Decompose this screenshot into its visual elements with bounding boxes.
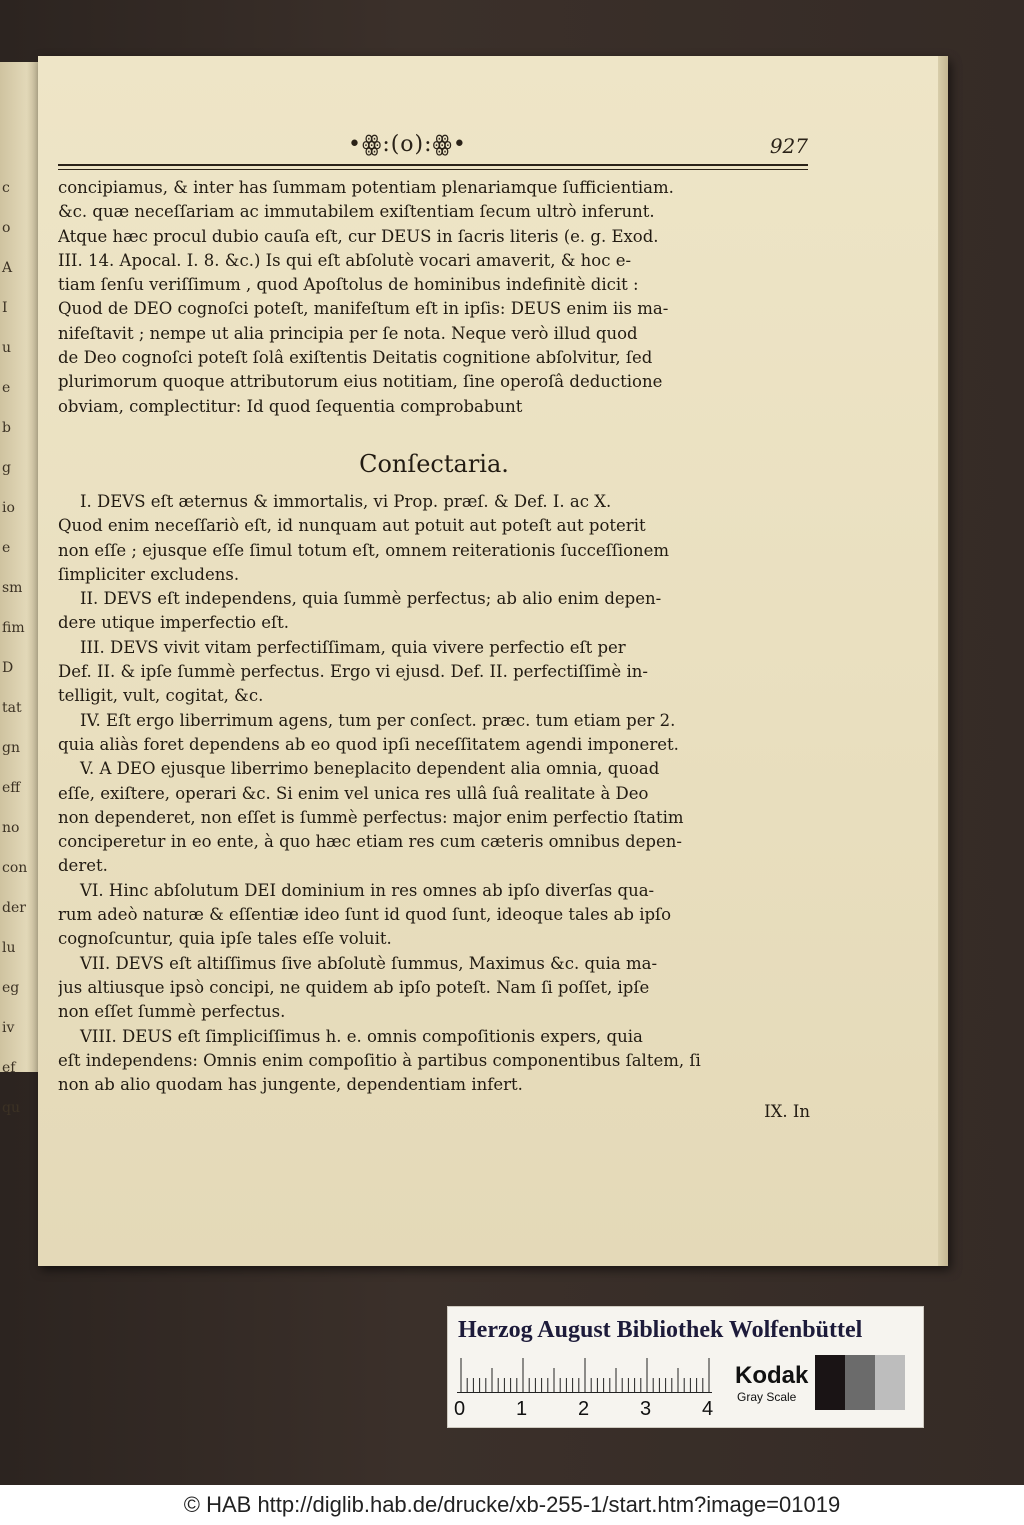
text-line: Atque hæc procul dubio cauſa eſt, cur DEUS in ſacris literis (e. g. Exod. — [58, 226, 659, 246]
text-line: quia aliàs foret dependens ab eo quod ipſi neceſſitatem agendi imponeret. — [58, 734, 679, 754]
text-line: II. DEVS eſt independens, quia ſummè perfectus; ab alio enim depen- — [80, 589, 662, 609]
text-line: I. DEVS eſt æternus & immortalis, vi Prop. præſ. & Def. I. ac X. — [80, 492, 612, 511]
text-line: eſſe, exiſtere, operari &c. Si enim vel unica res ullâ ſuâ realitate à Deo — [58, 783, 649, 803]
header-ornament: •ꙮ:(o):ꙮ• — [348, 132, 467, 157]
margin-fragment: der — [2, 900, 26, 916]
margin-fragment: no — [2, 820, 20, 836]
text-line: VI. Hinc abſolutum DEI dominium in res omnes ab ipſo diverſas qua- — [80, 880, 655, 900]
margin-fragment: D — [2, 660, 14, 676]
text-line: III. 14. Apocal. I. 8. &c.) Is qui eſt abſolutè vocari amaverit, & hoc e- — [58, 250, 632, 270]
text-line: III. DEVS vivit vitam perfectiſſimam, quia vivere perfectio eſt per — [80, 637, 626, 657]
text-line: &c. quæ neceſſariam ac immutabilem exiſtentiam ſecum ultrò inferunt. — [58, 202, 655, 222]
page-header — [58, 132, 808, 166]
text-line: Quod de DEO cognoſci poteſt, manifeſtum eſt in ipſis: DEUS enim iis ma- — [58, 299, 669, 319]
intro-paragraph — [58, 176, 810, 419]
text-line: cognoſcuntur, quia ipſe tales eſſe voluit. — [58, 929, 392, 949]
scale-number: 3 — [640, 1398, 652, 1420]
text-line: VIII. DEUS eſt ſimpliciſſimus h. e. omnis compoſitionis expers, quia — [80, 1026, 643, 1046]
scale-number: 0 — [454, 1398, 466, 1420]
margin-fragment: e — [2, 540, 11, 556]
consectaria-list — [58, 490, 810, 1097]
margin-fragment: lu — [2, 940, 16, 956]
text-line: IV. Eſt ergo liberrimum agens, tum per conſect. præc. tum etiam per 2. — [80, 710, 676, 730]
margin-fragment: tat — [2, 700, 22, 716]
scale-number: 1 — [516, 1398, 528, 1420]
margin-fragment: o — [2, 220, 11, 236]
kodak-subtitle: Gray Scale — [737, 1390, 797, 1404]
margin-fragment: con — [2, 860, 28, 876]
section-heading: Conſectaria. — [359, 450, 509, 478]
margin-fragment: A — [2, 260, 13, 276]
footer-text: © HAB http://diglib.hab.de/drucke/xb-255-1/start.htm?image=01019 — [183, 1492, 841, 1517]
text-line: conciperetur in eo ente, à quo hæc etiam res cum cæteris omnibus depen- — [58, 832, 682, 852]
page-edge — [938, 56, 948, 1266]
margin-fragment: eff — [2, 780, 21, 796]
scale-number: 2 — [578, 1398, 590, 1420]
margin-fragment: u — [2, 340, 12, 356]
gray-swatch-dark — [845, 1355, 875, 1410]
text-line: VII. DEVS eſt altiſſimus ſive abſolutè ſummus, Maximus &c. quia ma- — [80, 953, 658, 973]
text-line: V. A DEO ejusque liberrimo beneplacito dependent alia omnia, quoad — [80, 759, 660, 779]
margin-fragment: eg — [2, 980, 20, 996]
margin-fragment: sm — [2, 580, 23, 596]
margin-fragment: io — [2, 500, 15, 516]
text-line: plurimorum quoque attributorum eius notitiam, ſine operoſâ deductione — [58, 372, 663, 392]
margin-fragment: b — [2, 420, 11, 436]
header-rule — [58, 164, 808, 170]
margin-fragment: g — [2, 460, 11, 476]
text-line: Def. II. & ipſe ſummè perfectus. Ergo vi ejusd. Def. II. perfectiſſimè in- — [58, 662, 648, 682]
text-line: concipiamus, & inter has ſummam potentiam plenariamque ſufficientiam. — [58, 178, 674, 197]
margin-fragment: e — [2, 380, 11, 396]
margin-fragment: c — [2, 180, 10, 196]
gray-swatch-black — [815, 1355, 845, 1410]
margin-fragment: qu — [2, 1100, 20, 1116]
text-line: de Deo cognoſci poteſt ſolâ exiſtentis Deitatis cognitione abſolvitur, ſed — [58, 348, 653, 368]
library-label: Herzog August Bibliothek Wolfenbüttel — [458, 1317, 863, 1343]
kodak-brand: Kodak — [735, 1362, 809, 1389]
text-line: deret. — [58, 856, 108, 876]
margin-fragment: fim — [2, 620, 25, 636]
ruler-ticks — [457, 1356, 712, 1392]
text-line: eſt independens: Omnis enim compoſitio à partibus componentibus ſaltem, ſi — [58, 1050, 701, 1070]
page-number: 927 — [769, 134, 808, 158]
copyright-footer — [0, 1485, 1024, 1525]
text-line: ſimpliciter excludens. — [58, 564, 240, 584]
margin-fragment: I — [2, 300, 8, 316]
text-line: nifeſtavit ; nempe ut alia principia per ſe nota. Neque verò illud quod — [58, 323, 638, 343]
scale-number: 4 — [702, 1398, 714, 1420]
text-line: non eſſe ; ejusque eſſe ſimul totum eſt, omnem reiterationis ſucceſſionem — [58, 540, 670, 560]
text-line: non dependeret, non eſſet is ſummè perfectus: major enim perfectio ſtatim — [58, 807, 684, 827]
text-line: non ab alio quodam has jungente, dependentiam infert. — [58, 1075, 523, 1095]
text-line: rum adeò naturæ & eſſentiæ ideo ſunt id quod ſunt, ideoque tales ab ipſo — [58, 905, 672, 925]
catchword-line — [58, 1100, 810, 1124]
ruler-scale — [457, 1356, 712, 1393]
margin-fragment: ef — [2, 1060, 16, 1076]
text-line: jus altiusque ipsò concipi, ne quidem ab ipſo poteſt. Nam ſi poſſet, ipſe — [58, 977, 650, 997]
text-line: obviam, complectitur: Id quod ſequentia comprobabunt — [58, 396, 523, 416]
catchword: IX. In — [764, 1102, 810, 1121]
text-line: dere utique imperfectio eſt. — [58, 613, 290, 633]
text-line: Quod enim neceſſariò eſt, id nunquam aut potuit aut poteſt aut poterit — [58, 516, 646, 536]
text-line: non eſſet ſummè perfectus. — [58, 1002, 286, 1022]
text-line: telligit, vult, cogitat, &c. — [58, 686, 264, 706]
text-line: tiam ſenſu veriſſimum , quod Apoſtolus de hominibus indefinitè dicit : — [58, 275, 639, 295]
margin-fragment: iv — [2, 1020, 15, 1036]
margin-fragment: gn — [2, 740, 20, 756]
gray-swatch-light — [875, 1355, 905, 1410]
